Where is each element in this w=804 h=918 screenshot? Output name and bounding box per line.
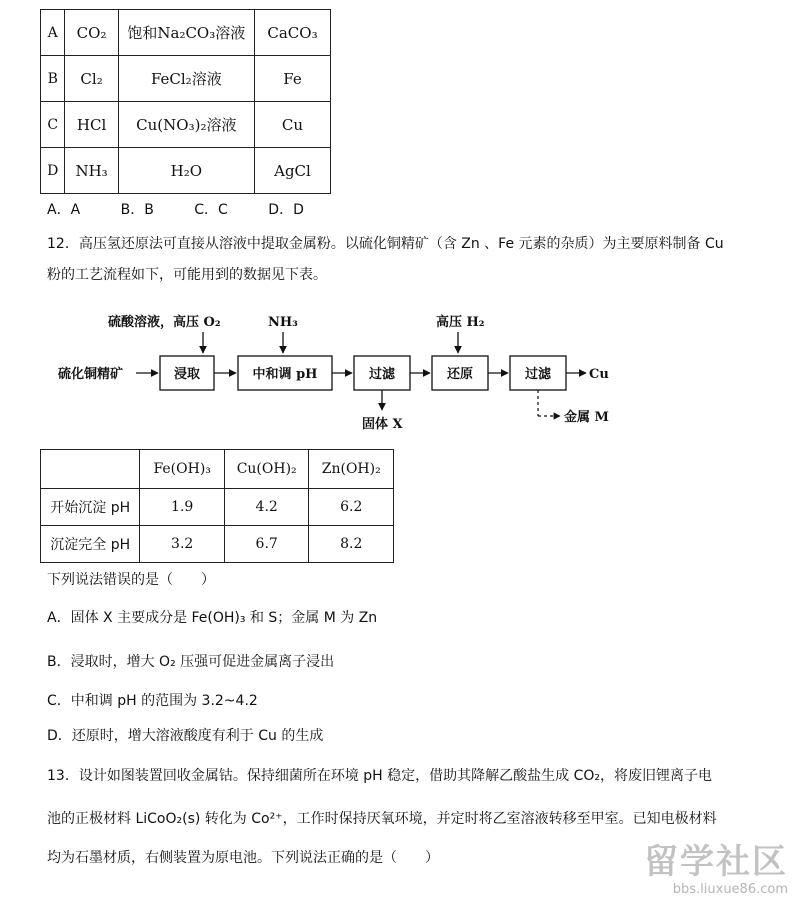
row-label: 沉淀完全 pH [41,526,140,563]
gas-cell: Cl₂ [65,56,118,102]
row-label: B [41,56,65,102]
product-label: Cu [589,367,609,382]
reagent-table [40,9,331,194]
header-cell [41,450,140,489]
q12-question: 下列说法错误的是（ ） [47,572,215,588]
box-filter1-label: 过滤 [368,367,396,382]
solid-cell: Cu [254,102,330,148]
watermark [618,842,788,904]
value-cell: 8.2 [309,526,394,563]
q12-option-a: A．固体 X 主要成分是 Fe(OH)₃ 和 S；金属 M 为 Zn [47,610,378,626]
table-row [41,148,331,194]
header-cell: Zn(OH)₂ [309,450,394,489]
solution-cell: FeCl₂溶液 [118,56,254,102]
header-cell: Cu(OH)₂ [224,450,309,489]
gas-cell: NH₃ [65,148,118,194]
box-leach-label: 浸取 [173,367,201,382]
option-b: B．B [120,202,154,218]
byproduct-metal-m: 金属 M [564,410,609,425]
q12-option-d: D．还原时，增大溶液酸度有利于 Cu 的生成 [47,728,324,744]
q12-option-b: B．浸取时，增大 O₂ 压强可促进金属离子浸出 [47,654,335,670]
q13-line3: 均为石墨材质，右侧装置为原电池。下列说法正确的是（ ） [47,850,439,866]
q12-stem-line2: 粉的工艺流程如下，可能用到的数据见下表。 [47,267,327,283]
value-cell: 6.2 [309,489,394,526]
process-flow-diagram [40,298,640,438]
value-cell: 4.2 [224,489,309,526]
q12-stem-line1: 12．高压氢还原法可直接从溶液中提取金属粉。以硫化铜精矿（含 Zn 、Fe 元素的杂质）为主要原料制备 Cu [47,236,724,252]
table-row [41,489,394,526]
table-header-row [41,450,394,489]
row-label: D [41,148,65,194]
header-cell: Fe(OH)₃ [140,450,224,489]
ph-table [40,449,394,563]
box-filter2-label: 过滤 [524,367,552,382]
gas-cell: CO₂ [65,10,118,56]
box-neutralize-label: 中和调 pH [252,367,318,382]
watermark-url: bbs.liuxue86.com [672,882,788,897]
q13-line2: 池的正极材料 LiCoO₂(s) 转化为 Co²⁺，工作时保持厌氧环境，并定时将乙室溶液转移至甲室。已知电极材料 [47,811,717,827]
solution-cell: 饱和Na₂CO₃溶液 [118,10,254,56]
solid-cell: CaCO₃ [254,10,330,56]
table-row [41,526,394,563]
table-row [41,56,331,102]
gas-cell: HCl [65,102,118,148]
value-cell: 1.9 [140,489,224,526]
option-d: D．D [268,202,304,218]
table-row [41,102,331,148]
solid-cell: AgCl [254,148,330,194]
solution-cell: H₂O [118,148,254,194]
table-row [41,10,331,56]
row-label: 开始沉淀 pH [41,489,140,526]
byproduct-solid-x: 固体 X [362,417,403,432]
q13-line1: 13．设计如图装置回收金属钴。保持细菌所在环境 pH 稳定，借助其降解乙酸盐生成 CO₂，将废旧锂离子电 [47,768,712,784]
solution-cell: Cu(NO₃)₂溶液 [118,102,254,148]
reagent-nh3: NH₃ [268,315,298,330]
input-label: 硫化铜精矿 [58,367,124,382]
reagent-acid-o2: 硫酸溶液，高压 O₂ [108,315,221,330]
value-cell: 3.2 [140,526,224,563]
row-label: C [41,102,65,148]
watermark-brand: 留学社区 [644,842,788,882]
solid-cell: Fe [254,56,330,102]
reagent-h2: 高压 H₂ [436,315,485,330]
box-reduce-label: 还原 [446,367,474,382]
value-cell: 6.7 [224,526,309,563]
q12-option-c: C．中和调 pH 的范围为 3.2~4.2 [47,693,258,709]
option-a: A．A [47,202,81,218]
row-label: A [41,10,65,56]
option-c: C．C [194,202,228,218]
q11-options [47,199,340,219]
